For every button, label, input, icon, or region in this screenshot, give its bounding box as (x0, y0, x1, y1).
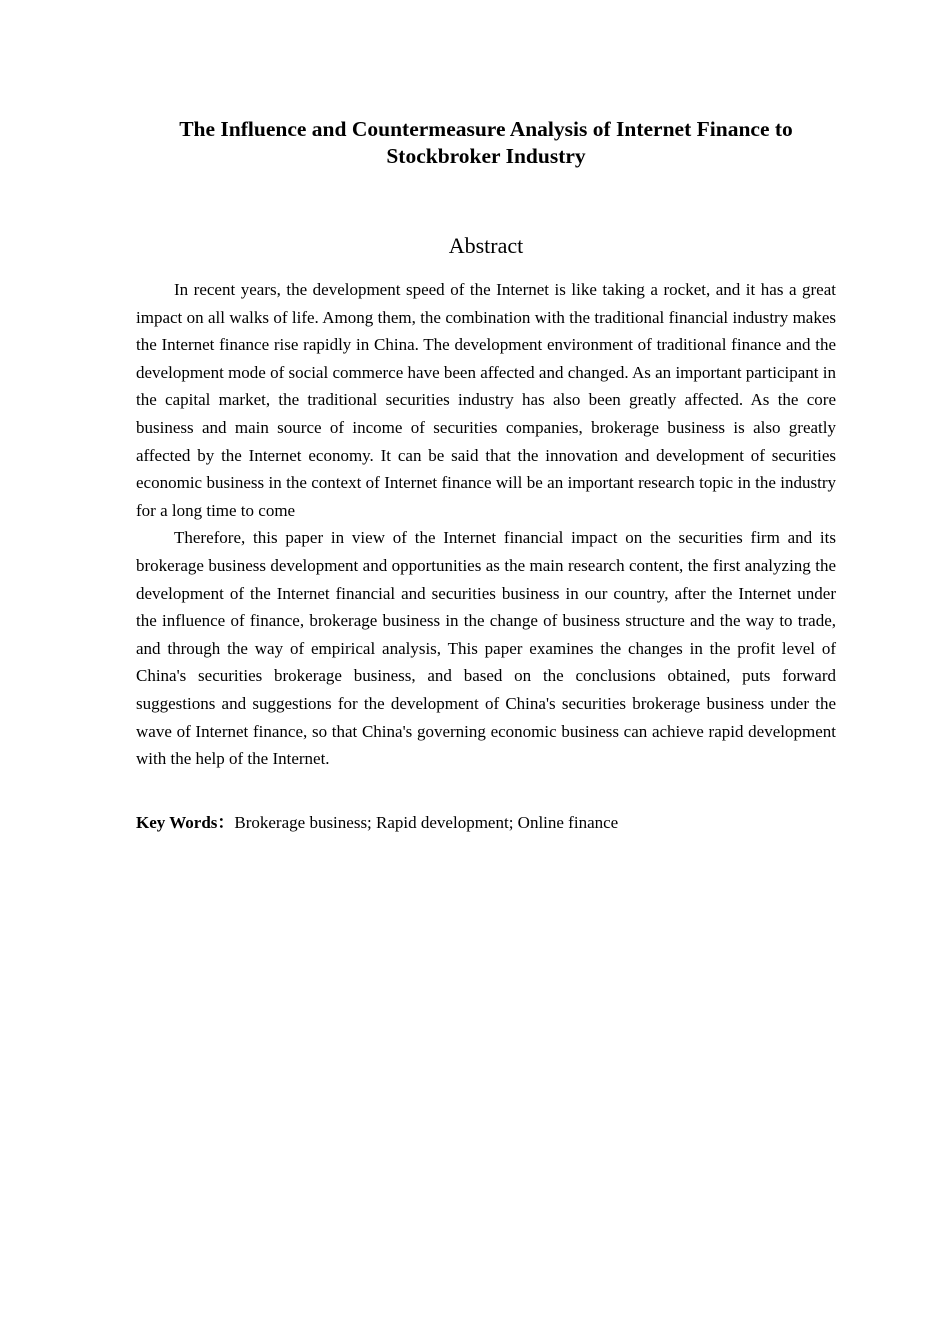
abstract-body (136, 276, 836, 773)
keywords-text: Brokerage business; Rapid development; Online finance (234, 812, 619, 832)
keywords-line (136, 809, 836, 837)
paper-page (136, 116, 836, 836)
paper-title (136, 116, 836, 170)
abstract-paragraph-1: In recent years, the development speed of the Internet is like taking a rocket, and it has a great impact on all walks of life. Among them, the combination with the traditional financial industry makes the Internet finance rise rapidly in China. The development environment of traditional finance and the development mode of social commerce have been affected and changed. As an important participant in the capital market, the traditional securities industry has also been greatly affected. As the core business and main source of income of securities companies, brokerage business is also greatly affected by the Internet economy. It can be said that the innovation and development of securities economic business in the context of Internet finance will be an important research topic in the industry for a long time to come (136, 280, 836, 520)
keywords-label: Key Words： (136, 812, 235, 832)
paper-title-line-1: The Influence and Countermeasure Analysis of Internet Finance to (179, 117, 793, 141)
abstract-paragraph-2: Therefore, this paper in view of the Internet financial impact on the securities firm and its brokerage business development and opportunities as the main research content, the first analyzing the development of the Internet financial and securities business in our country, after the Internet under the influence of finance, brokerage business in the change of business structure and the way to trade, and through the way of empirical analysis, This paper examines the changes in the profit level of China's securities brokerage business, and based on the conclusions obtained, puts forward suggestions and suggestions for the development of China's securities brokerage business under the wave of Internet finance, so that China's governing economic business can achieve rapid development with the help of the Internet. (136, 528, 836, 769)
paper-title-line-2: Stockbroker Industry (386, 144, 586, 168)
abstract-heading: Abstract (448, 233, 524, 258)
